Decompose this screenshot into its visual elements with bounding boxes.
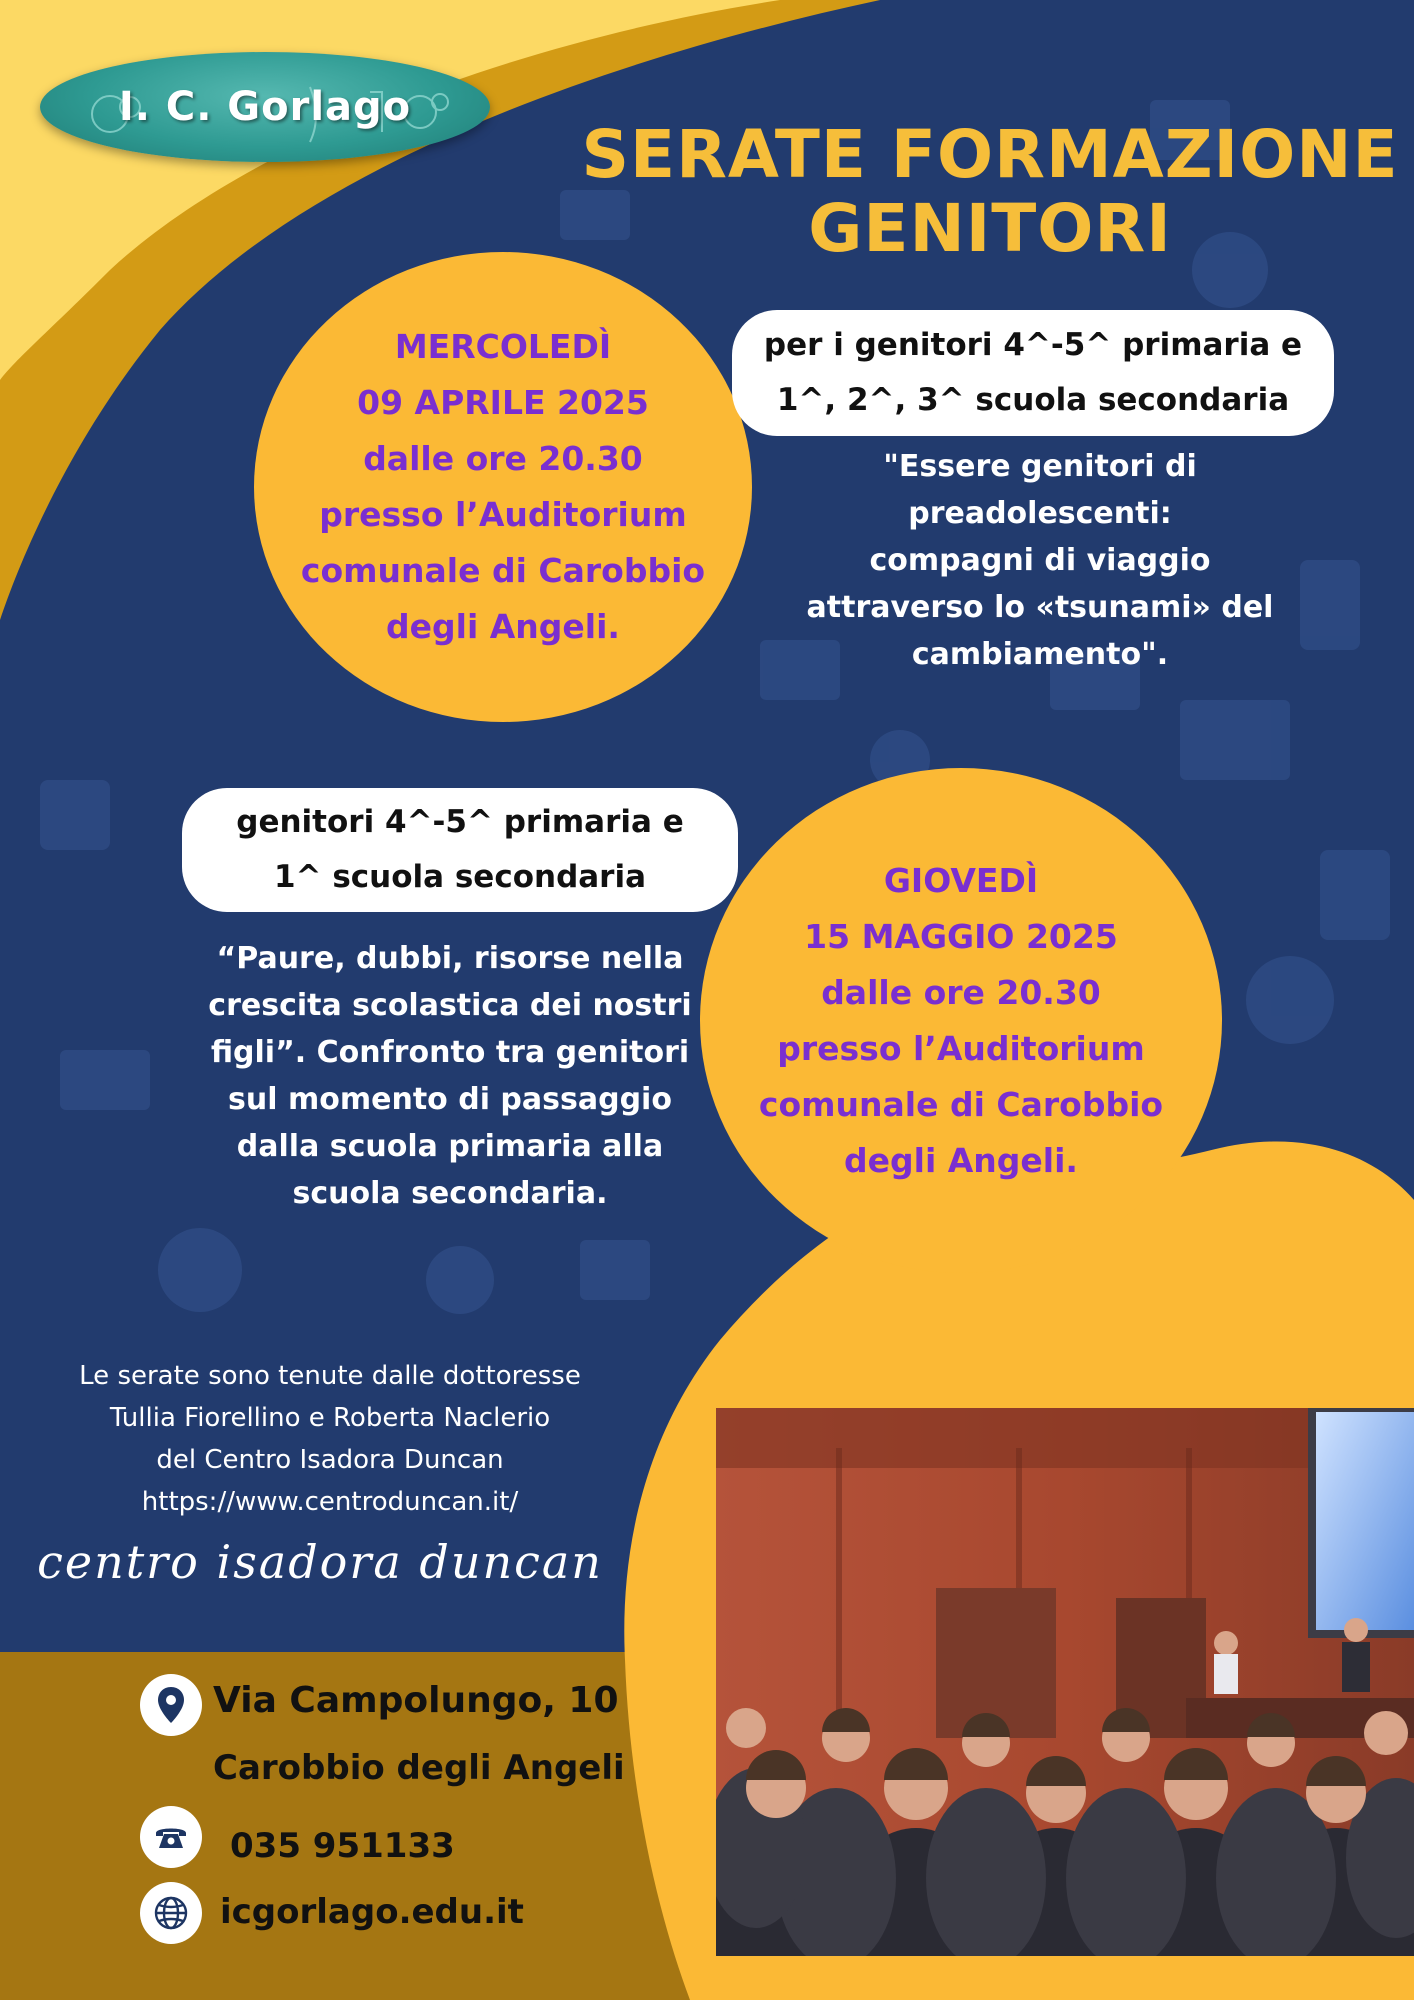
event1-time: dalle ore 20.30 xyxy=(363,439,643,478)
event2-audience-line-1: genitori 4^-5^ primaria e xyxy=(236,804,684,840)
address-line-2: Carobbio degli Angeli xyxy=(213,1748,625,1788)
title-line-1: SERATE FORMAZIONE xyxy=(581,116,1399,193)
credits-line-1: Le serate sono tenute dalle dottoresse xyxy=(79,1361,581,1391)
event2-audience-line-2: 1^ scuola secondaria xyxy=(273,859,647,895)
event1-audience-pill xyxy=(732,310,1334,436)
event1-venue-line-2: comunale di Carobbio xyxy=(300,551,706,590)
website-link[interactable]: icgorlago.edu.it xyxy=(220,1892,524,1932)
credits-link[interactable]: https://www.centroduncan.it/ xyxy=(141,1487,519,1517)
logo-text: I. C. Gorlago xyxy=(118,84,412,130)
event1-venue-line-3: degli Angeli. xyxy=(386,607,620,646)
address-line-1: Via Campolungo, 10 xyxy=(213,1680,619,1721)
event2-topic-line-4: sul momento di passaggio xyxy=(228,1082,672,1117)
event2-topic-line-3: figli”. Confronto tra genitori xyxy=(210,1035,690,1070)
event1-audience-line-1: per i genitori 4^-5^ primaria e xyxy=(763,327,1303,363)
event2-date: 15 MAGGIO 2025 xyxy=(804,916,1118,956)
credits-line-2: Tullia Fiorellino e Roberta Naclerio xyxy=(109,1403,551,1433)
globe-icon xyxy=(140,1882,202,1944)
event1-topic-line-1: "Essere genitori di xyxy=(883,449,1197,484)
event1-date: 09 APRILE 2025 xyxy=(357,383,649,422)
credits xyxy=(20,1355,640,1523)
audience-photo xyxy=(716,1408,1414,1956)
event2-topic-line-5: dalla scuola primaria alla xyxy=(236,1129,664,1164)
event1-venue-line-1: presso l’Auditorium xyxy=(319,495,687,534)
event1-topic-line-5: cambiamento". xyxy=(911,637,1169,672)
event2-topic-line-2: crescita scolastica dei nostri xyxy=(208,988,692,1023)
event1-audience-line-2: 1^, 2^, 3^ scuola secondaria xyxy=(776,382,1290,418)
credits-line-3: del Centro Isadora Duncan xyxy=(156,1445,504,1475)
event2-venue-line-3: degli Angeli. xyxy=(844,1140,1078,1180)
title-line-2: GENITORI xyxy=(808,190,1172,267)
event2-audience-pill xyxy=(182,788,738,912)
event2-venue-line-1: presso l’Auditorium xyxy=(777,1028,1145,1068)
event1-date-circle xyxy=(254,252,752,722)
event2-date-circle xyxy=(700,768,1222,1273)
centro-duncan-signature: centro isadora duncan xyxy=(37,1535,603,1589)
event2-weekday: GIOVEDÌ xyxy=(883,860,1039,900)
event1-topic-line-3: compagni di viaggio xyxy=(869,543,1211,578)
event1-weekday: MERCOLEDÌ xyxy=(394,327,612,366)
school-logo xyxy=(40,52,490,162)
event2-venue-line-2: comunale di Carobbio xyxy=(758,1084,1164,1124)
event1-topic-line-2: preadolescenti: xyxy=(908,496,1172,531)
event1-topic-line-4: attraverso lo «tsunami» del xyxy=(806,590,1274,625)
event2-topic-line-6: scuola secondaria. xyxy=(292,1176,608,1211)
telephone-icon xyxy=(140,1806,202,1868)
event2-topic-line-1: “Paure, dubbi, risorse nella xyxy=(216,941,684,976)
event2-time: dalle ore 20.30 xyxy=(821,972,1101,1012)
event1-topic xyxy=(760,443,1320,678)
phone-number[interactable]: 035 951133 xyxy=(230,1826,455,1866)
poster-title xyxy=(580,118,1400,266)
event2-topic xyxy=(170,935,730,1217)
location-pin-icon xyxy=(140,1674,202,1736)
